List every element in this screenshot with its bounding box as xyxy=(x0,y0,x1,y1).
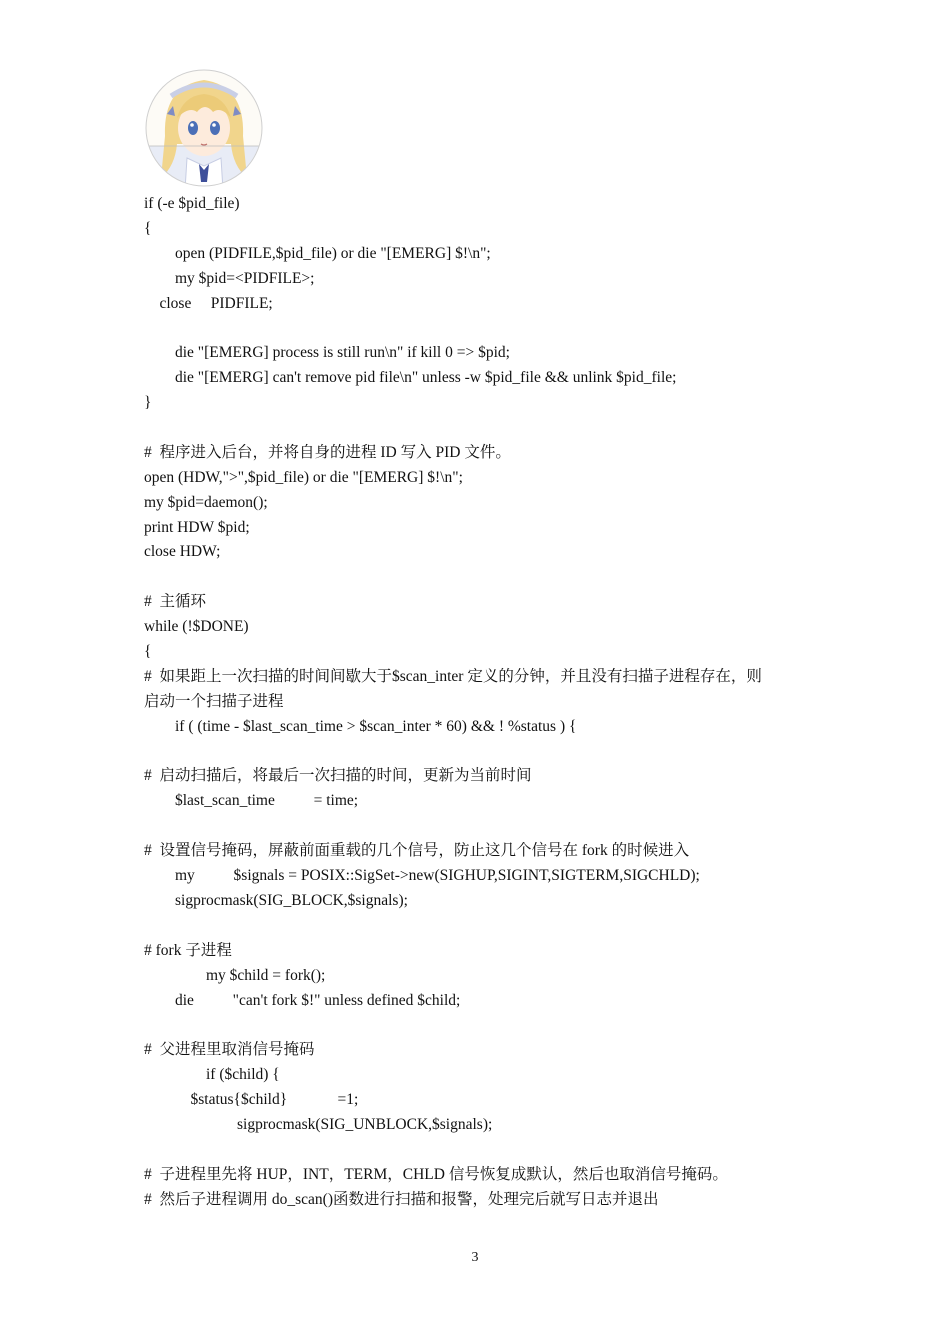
code-line: if ( (time - $last_scan_time > $scan_inter * 60) && ! %status ) { xyxy=(144,717,577,735)
code-line: # 程序进入后台，并将自身的进程 ID 写入 PID 文件。 xyxy=(144,443,511,461)
code-line: die "can't fork $!" unless defined $child; xyxy=(144,991,461,1009)
anime-girl-avatar xyxy=(143,66,265,190)
code-line: sigprocmask(SIG_UNBLOCK,$signals); xyxy=(144,1115,493,1133)
code-line: $status{$child} =1; xyxy=(144,1091,359,1109)
code-line: my $pid=daemon(); xyxy=(144,493,268,511)
code-line: } xyxy=(144,394,152,412)
code-line: # 主循环 xyxy=(144,593,207,611)
code-line: close PIDFILE; xyxy=(144,294,273,312)
code-line: die "[EMERG] process is still run\n" if kill 0 => $pid; xyxy=(144,344,510,362)
code-line: my $signals = POSIX::SigSet->new(SIGHUP,SIGINT,SIGTERM,SIGCHLD); xyxy=(144,867,700,885)
code-line xyxy=(144,565,844,590)
code-line: # 父进程里取消信号掩码 xyxy=(144,1041,315,1059)
code-line xyxy=(144,814,844,839)
code-line: close HDW; xyxy=(144,543,221,561)
code-line: sigprocmask(SIG_BLOCK,$signals); xyxy=(144,891,408,909)
code-line: my $child = fork(); xyxy=(144,966,326,984)
code-line: open (HDW,">",$pid_file) or die "[EMERG] $!\n"; xyxy=(144,468,463,486)
code-line: my $pid=<PIDFILE>; xyxy=(144,269,315,287)
code-line xyxy=(144,416,844,441)
code-line: $last_scan_time = time; xyxy=(144,792,359,810)
code-line: # 启动扫描后，将最后一次扫描的时间，更新为当前时间 xyxy=(144,767,532,785)
code-line: # 子进程里先将 HUP，INT，TERM，CHLD 信号恢复成默认，然后也取消信号掩码。 xyxy=(144,1165,728,1183)
code-line: if (-e $pid_file) xyxy=(144,195,240,212)
code-line: open (PIDFILE,$pid_file) or die "[EMERG] $!\n"; xyxy=(144,244,491,262)
code-line: { xyxy=(144,219,152,237)
code-line xyxy=(144,316,844,341)
code-line xyxy=(144,914,844,939)
code-line: die "[EMERG] can't remove pid file\n" unless -w $pid_file && unlink $pid_file; xyxy=(144,369,677,387)
code-line: 启动一个扫描子进程 xyxy=(144,692,284,710)
code-line: # 如果距上一次扫描的时间间歇大于$scan_inter 定义的分钟，并且没有扫描子进程存在，则 xyxy=(144,667,762,685)
code-listing xyxy=(144,192,844,1213)
code-line: { xyxy=(144,643,152,661)
code-line: if ($child) { xyxy=(144,1066,280,1084)
code-line xyxy=(144,740,844,765)
code-line xyxy=(144,1013,844,1038)
code-line: print HDW $pid; xyxy=(144,518,250,536)
code-line: # 设置信号掩码，屏蔽前面重载的几个信号，防止这几个信号在 fork 的时候进入 xyxy=(144,842,690,860)
code-line: # fork 子进程 xyxy=(144,941,232,959)
page-number: 3 xyxy=(471,1250,479,1265)
code-line: # 然后子进程调用 do_scan()函数进行扫描和报警，处理完后就写日志并退出 xyxy=(144,1190,659,1208)
code-line: while (!$DONE) xyxy=(144,618,249,636)
code-line xyxy=(144,1138,844,1163)
